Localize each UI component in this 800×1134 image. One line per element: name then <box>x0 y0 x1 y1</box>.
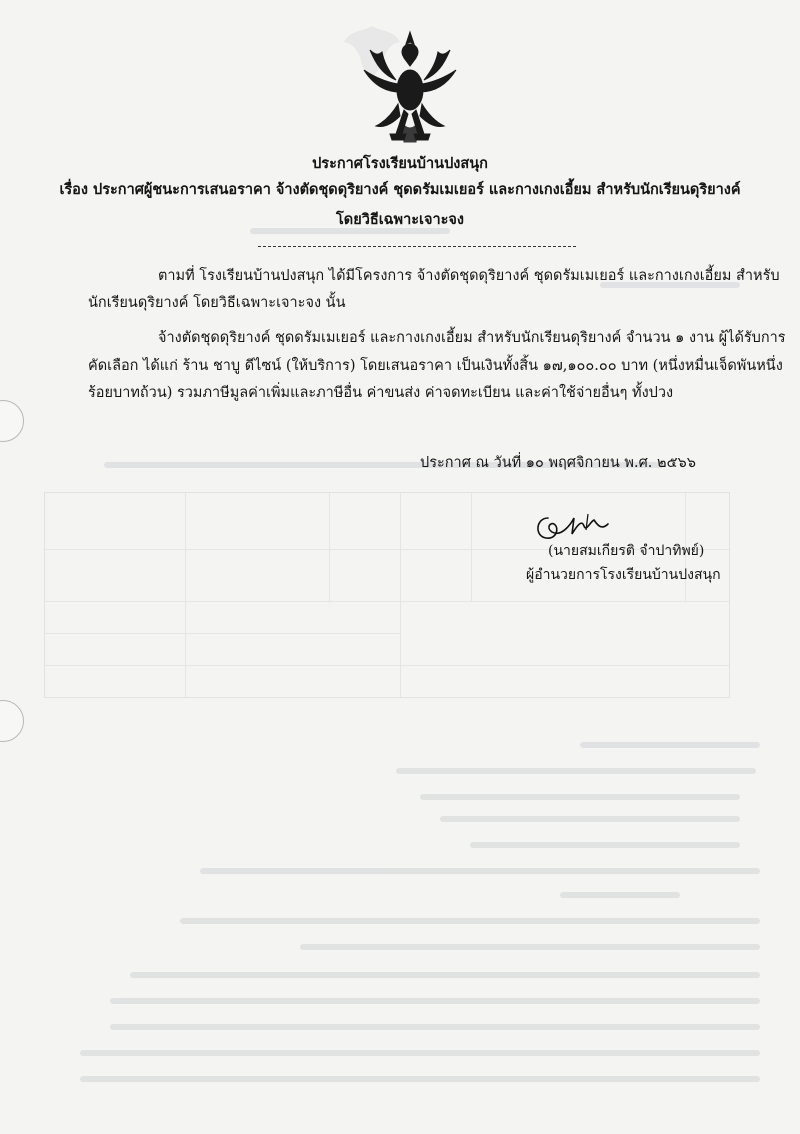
paragraph-1-line-2: นักเรียนดุริยางค์ โดยวิธีเฉพาะเจาะจง นั้น <box>88 295 346 311</box>
subject-line-1: เรื่อง ประกาศผู้ชนะการเสนอราคา จ้างตัดชุดดุริยางค์ ชุดดรัมเมเยอร์ และกางเกงเอี้ยม สำหรับนักเรียนดุริยางค์ <box>59 181 741 198</box>
paragraph-1-line-1: ตามที่ โรงเรียนบ้านปงสนุก ได้มีโครงการ จ้างตัดชุดดุริยางค์ ชุดดรัมเมเยอร์ และกางเกงเอี้ยม สำหรับ <box>158 268 780 284</box>
subject-line-2: โดยวิธีเฉพาะเจาะจง <box>336 211 464 228</box>
announce-date: ประกาศ ณ วันที่ ๑๐ พฤศจิกายน พ.ศ. ๒๕๖๖ <box>420 455 696 471</box>
signatory-position: ผู้อำนวยการโรงเรียนบ้านปงสนุก <box>526 567 721 583</box>
garuda-emblem-icon <box>362 30 458 148</box>
paragraph-2-line-1: จ้างตัดชุดดุริยางค์ ชุดดรัมเมเยอร์ และกางเกงเอี้ยม สำหรับนักเรียนดุริยางค์ จำนวน ๑ งาน ผู้ได้รับการ <box>158 330 786 346</box>
signatory-name: (นายสมเกียรติ จำปาทิพย์) <box>548 543 705 559</box>
announcement-title: ประกาศโรงเรียนบ้านปงสนุก <box>312 155 488 172</box>
paragraph-2-line-2: คัดเลือก ได้แก่ ร้าน ชาบู ดีไซน์ (ให้บริการ) โดยเสนอราคา เป็นเงินทั้งสิ้น ๑๗,๑๐๐.๐๐ บาท (หนึ่งหมื่นเจ็ดพันหนึ่ง <box>88 358 783 374</box>
title-separator <box>258 246 576 247</box>
paragraph-2-line-3: ร้อยบาทถ้วน) รวมภาษีมูลค่าเพิ่มและภาษีอื่น ค่าขนส่ง ค่าจดทะเบียน และค่าใช้จ่ายอื่นๆ ทั้งปวง <box>88 385 674 401</box>
